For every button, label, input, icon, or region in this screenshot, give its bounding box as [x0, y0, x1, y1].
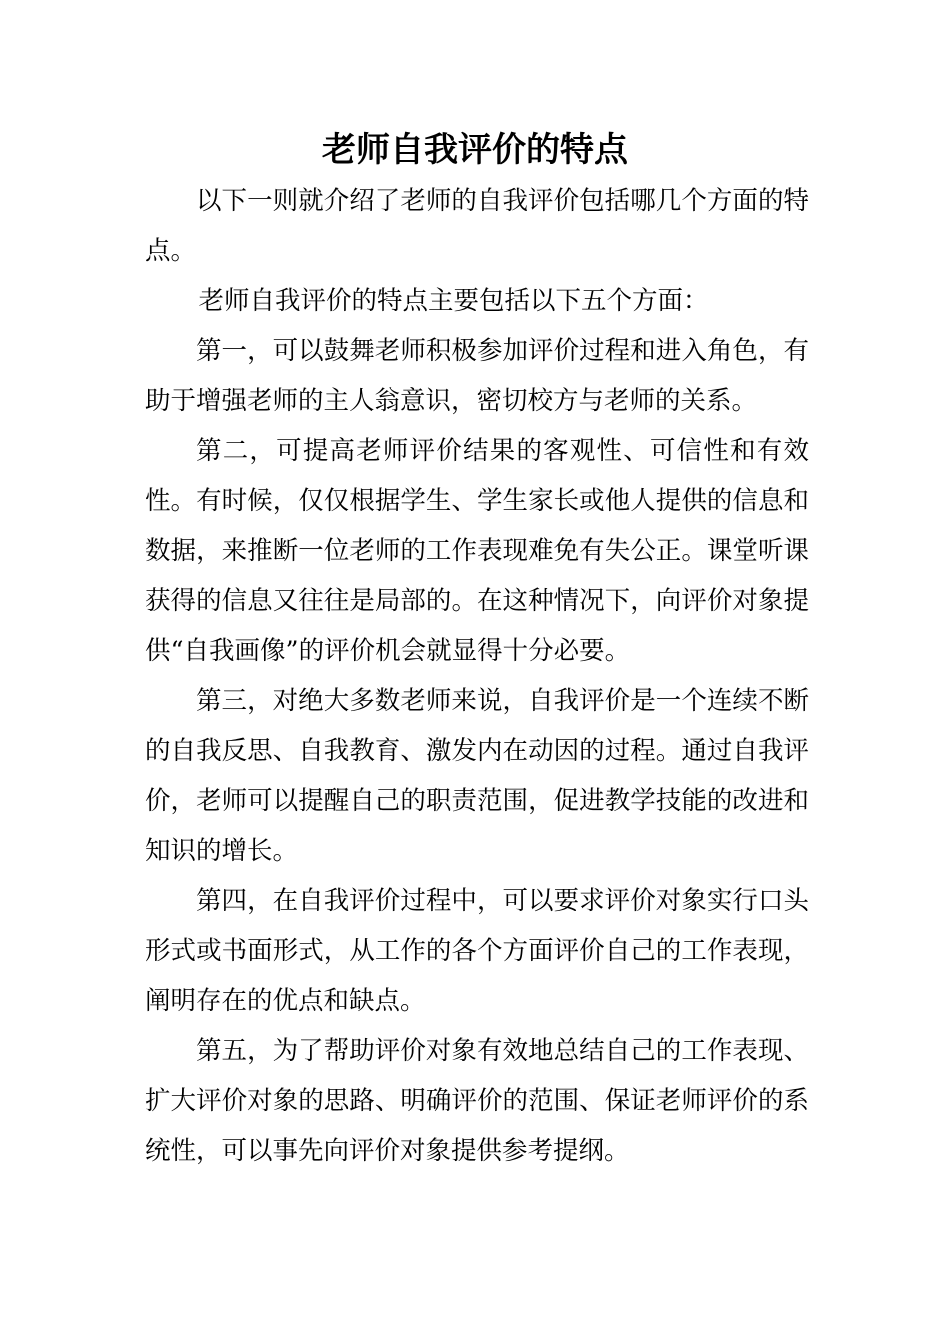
paragraph-point-5: 第五，为了帮助评价对象有效地总结自己的工作表现、扩大评价对象的思路、明确评价的范围、保证老师评价的系统性，可以事先向评价对象提供参考提纲。: [145, 1036, 809, 1166]
document-body: [145, 176, 809, 1176]
paragraph-point-1: 第一，可以鼓舞老师积极参加评价过程和进入角色，有助于增强老师的主人翁意识，密切校方与老师的关系。: [145, 336, 809, 416]
paragraph-point-3: 第三，对绝大多数老师来说，自我评价是一个连续不断的自我反思、自我教育、激发内在动因的过程。通过自我评价，老师可以提醒自己的职责范围，促进教学技能的改进和知识的增长。: [145, 686, 809, 866]
paragraph-point-2: 第二，可提高老师评价结果的客观性、可信性和有效性。有时候，仅仅根据学生、学生家长或他人提供的信息和数据，来推断一位老师的工作表现难免有失公正。课堂听课获得的信息又往往是局部的。在这种情况下，向评价对象提供“自我画像”的评价机会就显得十分必要。: [145, 436, 809, 666]
paragraph-intro: 以下一则就介绍了老师的自我评价包括哪几个方面的特点。: [145, 186, 809, 266]
paragraph-point-4: 第四，在自我评价过程中，可以要求评价对象实行口头形式或书面形式，从工作的各个方面评价自己的工作表现，阐明存在的优点和缺点。: [145, 886, 809, 1016]
page-title: 老师自我评价的特点: [322, 130, 628, 170]
paragraph-summary: 老师自我评价的特点主要包括以下五个方面：: [198, 286, 709, 316]
